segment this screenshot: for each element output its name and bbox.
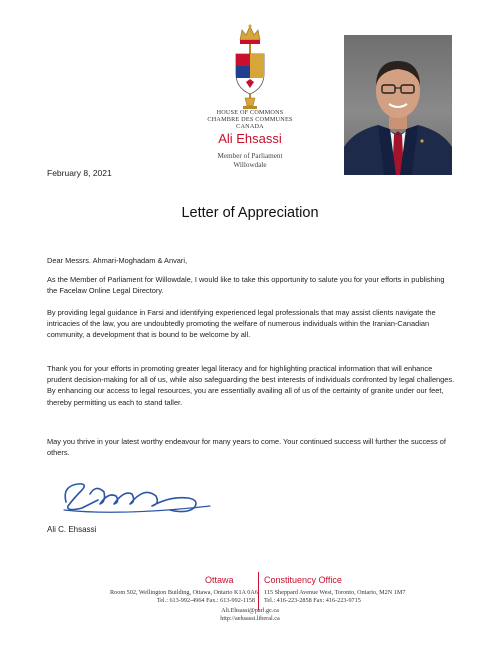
house-of-commons-crest-icon (228, 22, 272, 112)
letter-heading: Letter of Appreciation (181, 205, 319, 221)
paragraph-2: By providing legal guidance in Farsi and identifying experienced legal professionals that may assist clients navigate the intricacies of the law, you are undoubtedly promoting the welfare of numerous individuals within the Iranian-Canadian community, a development that is bound to be welcome by all. (47, 308, 436, 340)
mp-role: Member of Parliament (217, 152, 283, 160)
footer-ottawa-address (110, 589, 258, 604)
footer-constituency-address (264, 589, 464, 604)
house-line-en: HOUSE OF COMMONS (216, 109, 284, 116)
footer-email[interactable]: Ali.Ehsassi@parl.gc.ca (221, 607, 279, 614)
constituency-phone-line: Tel.: 416-223-2858 Fax: 416-223-9715 (264, 596, 361, 604)
handwritten-signature (60, 476, 220, 516)
paragraph-3: Thank you for your efforts in promoting greater legal literacy and for highlighting practical information that will enhance prudent decision-making for all of us, while also safeguarding the best interests of individuals confronted by legal challenges. By enhancing our access to legal resources, you are essentially availing all of us of the certainty of granite under our feet, thereby permitting us each to stand taller. (47, 364, 455, 407)
paragraph-4: May you thrive in your latest worthy endeavour for many years to come. Your continued success will further the success of others. (47, 437, 446, 458)
footer-contact (150, 607, 350, 623)
signer-name: Ali C. Ehsassi (47, 525, 97, 534)
mp-portrait-photo (344, 35, 452, 175)
letter-date: February 8, 2021 (47, 168, 112, 178)
paragraph-1: As the Member of Parliament for Willowdale, I would like to take this opportunity to salute you for your efforts in publishing the Facelaw Online Legal Directory. (47, 275, 445, 296)
house-line-country: CANADA (236, 123, 264, 130)
mp-riding: Willowdale (233, 160, 267, 169)
ottawa-address-line: Room 502, Wellington Building, Ottawa, Ontario K1A 0A6 (110, 589, 258, 596)
mp-name: Ali Ehsassi (218, 131, 282, 146)
ottawa-phone-line: Tel.: 613-992-4964 Fax.: 613-992-1158 (156, 596, 255, 604)
mp-title (188, 152, 312, 169)
constituency-address-line: 115 Sheppard Avenue West, Toronto, Ontario, M2N 1M7 (264, 589, 406, 596)
footer-ottawa-label: Ottawa (205, 575, 234, 585)
salutation: Dear Messrs. Ahmari-Moghadam & Anvari, (47, 256, 188, 265)
house-of-commons-caption (188, 109, 312, 130)
footer-constituency-label: Constituency Office (264, 575, 342, 585)
footer-website-link[interactable]: http://aehsassi.liberal.ca (220, 615, 280, 622)
footer-divider (258, 572, 259, 610)
house-line-fr: CHAMBRE DES COMMUNES (207, 116, 293, 123)
